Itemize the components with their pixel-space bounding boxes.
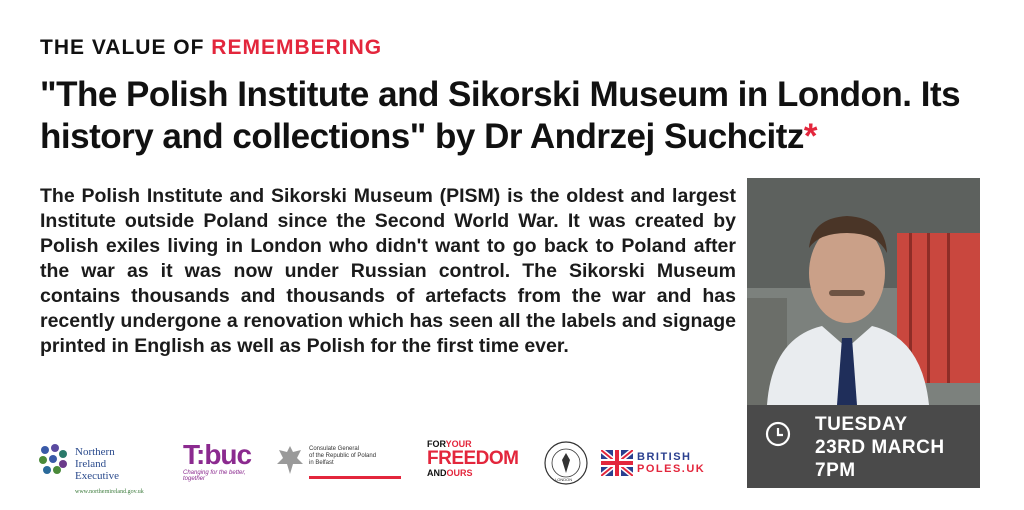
tbuc-logo [183, 440, 263, 482]
british-poles-line2: POLES.UK [637, 463, 706, 475]
sponsor-logos [35, 439, 735, 495]
consulate-line1: Consulate General [309, 446, 360, 452]
british-poles-line1: BRITISH [637, 451, 692, 463]
event-time: 7PM [815, 460, 856, 481]
page-title [40, 74, 1000, 158]
clock-icon [765, 421, 791, 447]
ni-executive-emblem-icon [35, 442, 71, 478]
title-text: "The Polish Institute and Sikorski Museum in London. Its history and collections" by Dr Andrzej Suchcitz [40, 75, 961, 156]
kicker-highlight: REMEMBERING [211, 36, 383, 59]
kicker [40, 36, 382, 60]
consulate-line2: of the Republic of Poland [309, 453, 377, 459]
event-date: 23RD MARCH [815, 437, 945, 458]
speaker-portrait [747, 178, 980, 405]
freedom-logo [427, 440, 522, 478]
pism-seal-logo [543, 440, 591, 491]
ni-executive-url: www.northernireland.gov.uk [75, 489, 144, 495]
title-asterisk: * [803, 117, 818, 156]
union-flag-icon [601, 450, 633, 476]
freedom-and: AND [427, 468, 447, 478]
ni-executive-line2: Executive [75, 470, 119, 482]
freedom-word: FREEDOM [427, 448, 519, 469]
tbuc-tagline: Changing for the better, together [183, 470, 246, 482]
ni-executive-line1: Northern Ireland [75, 446, 115, 470]
speaker-photo [747, 178, 980, 405]
polish-eagle-icon [275, 442, 305, 478]
freedom-for: FOR [427, 439, 446, 449]
freedom-your: YOUR [445, 439, 472, 449]
consulate-line3: in Belfast [309, 460, 334, 466]
tbuc-name: T:buc [183, 439, 252, 470]
event-info [747, 405, 980, 488]
freedom-ours: OURS [446, 468, 473, 478]
kicker-prefix: THE VALUE OF [40, 36, 212, 59]
description: The Polish Institute and Sikorski Museum (PISM) is the oldest and largest Institute outside Poland since the Second World War. It was created by Polish exiles living in London who didn't want to go back to Poland after the war as it was now under Russian control. The Sikorski Museum contains thousands and thousands of artefacts from the war and has recently undergone a renovation which has seen all the labels and signage printed in English as well as Polish for the first time ever. [40, 185, 736, 357]
consulate-red-bar [309, 476, 401, 479]
event-day: TUESDAY [815, 414, 908, 435]
pism-seal-text: LONDON [555, 477, 573, 482]
